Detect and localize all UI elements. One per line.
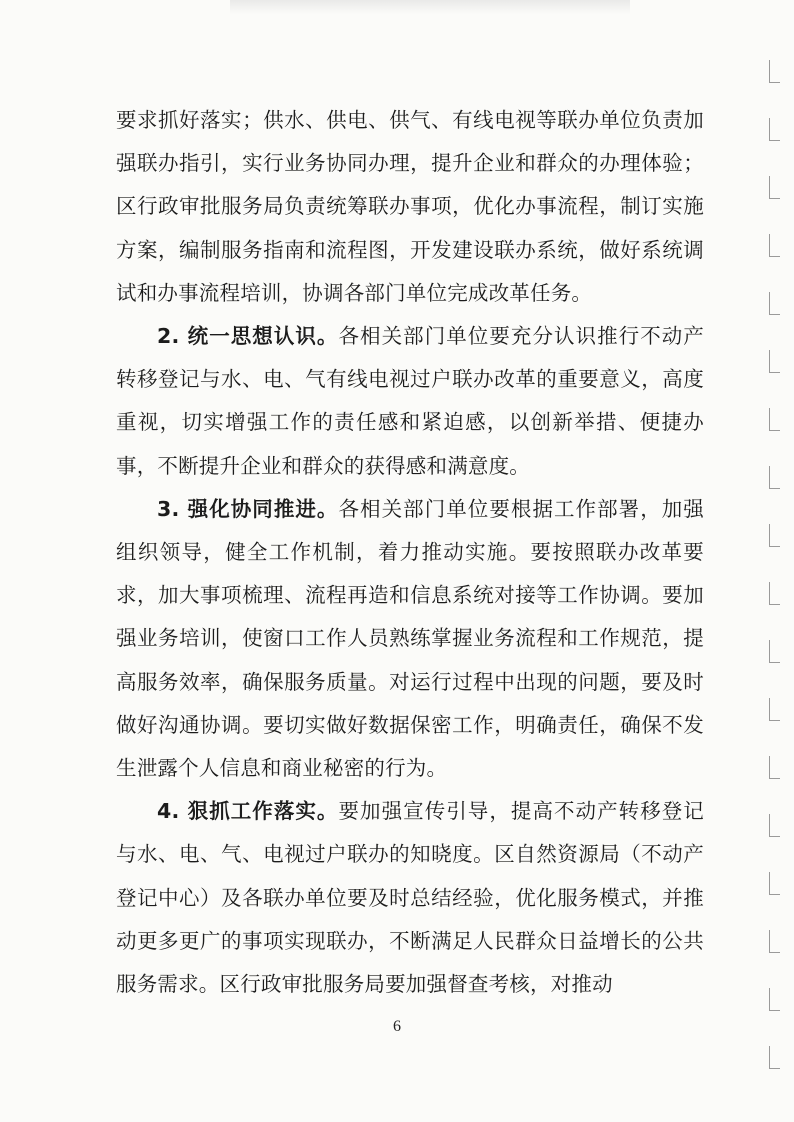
margin-mark: [769, 814, 780, 837]
margin-mark: [769, 292, 780, 315]
item-heading: 4. 狠抓工作落实。: [157, 799, 339, 824]
margin-mark: [769, 234, 780, 257]
margin-mark: [769, 698, 780, 721]
margin-mark: [769, 466, 780, 489]
paragraph-item-2: [116, 315, 704, 488]
margin-mark: [769, 872, 780, 895]
document-body: [116, 99, 704, 1006]
paragraph-item-3: [116, 488, 704, 790]
paragraph-text: 要加强宣传引导，提高不动产转移登记与水、电、气、电视过户联办的知晓度。区自然资源局（不动产登记中心）及各联办单位要及时总结经验，优化服务模式，并推动更多更广的事项实现联办，不断满足人民群众日益增长的公共服务需求。区行政审批服务局要加强督查考核，对推动: [116, 799, 704, 997]
margin-mark: [769, 118, 780, 141]
margin-mark: [769, 1046, 780, 1069]
margin-mark: [769, 350, 780, 373]
paragraph-text: 各相关部门单位要根据工作部署，加强组织领导，健全工作机制，着力推动实施。要按照联办改革要求，加大事项梳理、流程再造和信息系统对接等工作协调。要加强业务培训，使窗口工作人员熟练掌握业务流程和工作规范，提高服务效率，确保服务质量。对运行过程中出现的问题，要及时做好沟通协调。要切实做好数据保密工作，明确责任，确保不发生泄露个人信息和商业秘密的行为。: [116, 496, 704, 781]
margin-mark: [769, 524, 780, 547]
scan-shadow: [230, 0, 630, 14]
paragraph-continuation: [116, 99, 704, 315]
paragraph-item-4: [116, 790, 704, 1006]
page-number: 6: [393, 1018, 401, 1035]
paragraph-text: 各相关部门单位要充分认识推行不动产转移登记与水、电、气有线电视过户联办改革的重要意义，高度重视，切实增强工作的责任感和紧迫感，以创新举措、便捷办事，不断提升企业和群众的获得感和满意度。: [116, 324, 704, 478]
margin-mark: [769, 930, 780, 953]
margin-mark: [769, 176, 780, 199]
margin-mark: [769, 988, 780, 1011]
paragraph-text: 要求抓好落实；供水、供电、供气、有线电视等联办单位负责加强联办指引，实行业务协同办理，提升企业和群众的办理体验；区行政审批服务局负责统筹联办事项，优化办事流程，制订实施方案，编制服务指南和流程图，开发建设联办系统，做好系统调试和办事流程培训，协调各部门单位完成改革任务。: [116, 108, 704, 305]
margin-mark: [769, 756, 780, 779]
binding-margin-marks: [760, 60, 780, 1110]
item-heading: 2. 统一思想认识。: [157, 324, 339, 349]
margin-mark: [769, 582, 780, 605]
item-heading: 3. 强化协同推进。: [157, 496, 339, 521]
margin-mark: [769, 60, 780, 83]
margin-mark: [769, 408, 780, 431]
margin-mark: [769, 640, 780, 663]
